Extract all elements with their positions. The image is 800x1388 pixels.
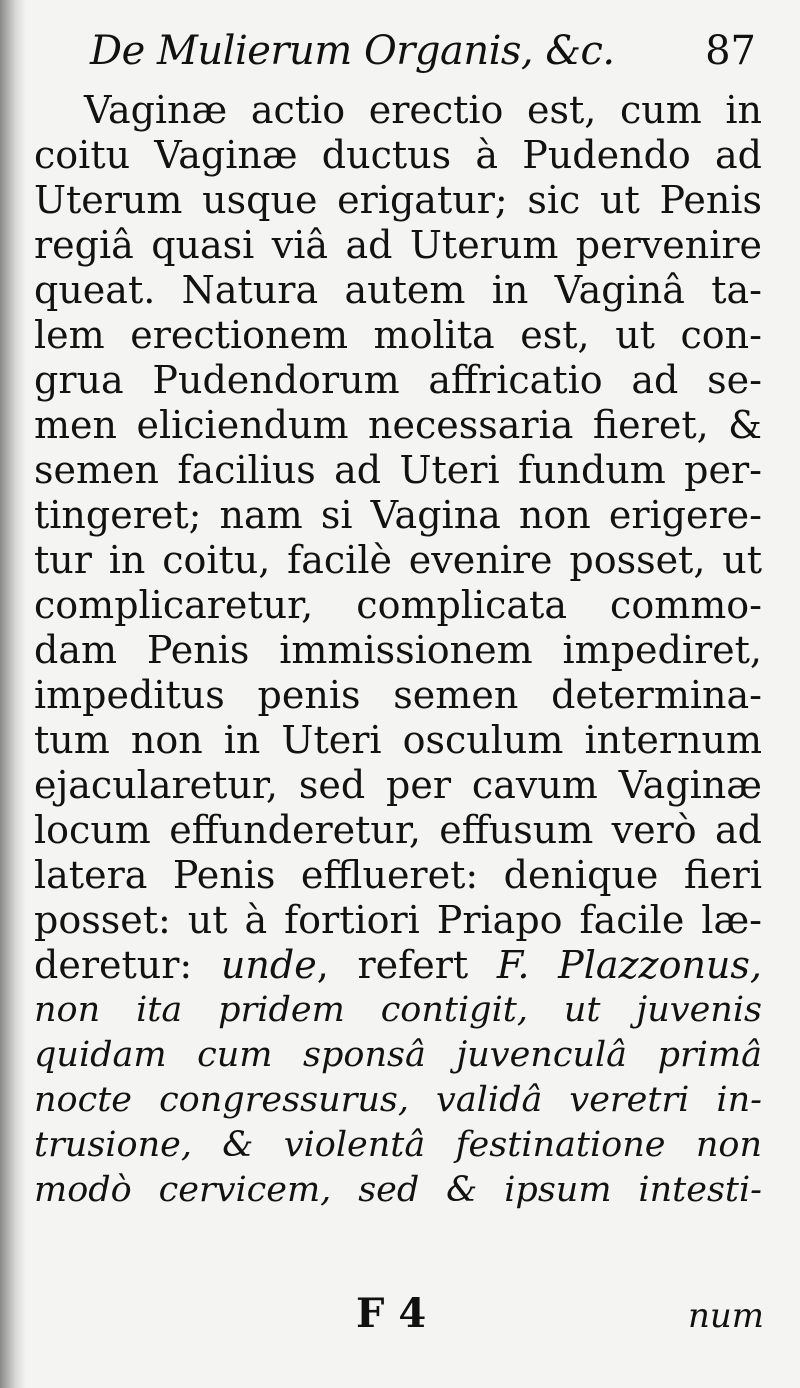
text-line: semen facilius ad Uteri fundum per- [34,448,762,492]
text-line: men eliciendum necessaria fieret, & [34,403,762,447]
text-line-mixed [34,943,762,988]
text-line: dam Penis immissionem impediret, [34,628,762,672]
text-line: ejacularetur, sed per cavum Vaginæ [34,763,762,807]
text-line: Uterum usque erigatur; sic ut Penis [34,178,762,222]
italic-text-line: nocte congressurus, validâ veretri in- [34,1080,762,1120]
running-title: De Mulierum Organis, &c. [90,28,615,74]
text-line: lem erectionem molita est, ut con- [34,313,762,357]
italic-text-line: quidam cum sponsâ juvenculâ primâ [34,1035,762,1075]
body-text [34,88,762,1213]
text-line: grua Pudendorum affricatio ad se- [34,358,762,402]
italic-word: unde [220,943,317,987]
text-line: latera Penis efflueret: denique fieri [34,853,762,897]
italic-text-line: modò cervicem, sed & ipsum intesti- [34,1170,762,1210]
text-line: queat. Natura autem in Vaginâ ta- [34,268,762,312]
italic-text-line: trusione, & violentâ festinatione non [34,1125,762,1165]
running-head [80,22,760,82]
catchword: num [687,1296,764,1336]
text-line: Vaginæ actio erectio est, cum in [84,88,762,132]
italic-text-line: non ita pridem contigit, ut juvenis [34,990,762,1030]
text-line: impeditus penis semen determina- [34,673,762,717]
text-line: tingeret; nam si Vagina non erigere- [34,493,762,537]
page-number: 87 [705,28,756,74]
text-fragment: , refert [316,943,497,987]
text-line: complicaretur, complicata commo- [34,583,762,627]
author-citation: F. Plazzonus, [496,943,762,987]
text-line: tur in coitu, facilè evenire posset, ut [34,538,762,582]
text-line: locum effunderetur, effusum verò ad [34,808,762,852]
signature-mark: F 4 [356,1290,427,1337]
text-line: regiâ quasi viâ ad Uterum pervenire [34,223,762,267]
text-fragment: deretur: [34,943,221,987]
text-line: coitu Vaginæ ductus à Pudendo ad [34,133,762,177]
page-gutter-shadow [0,0,26,1388]
text-line: tum non in Uteri osculum internum [34,718,762,762]
text-line: posset: ut à fortiori Priapo facile læ- [34,898,762,942]
